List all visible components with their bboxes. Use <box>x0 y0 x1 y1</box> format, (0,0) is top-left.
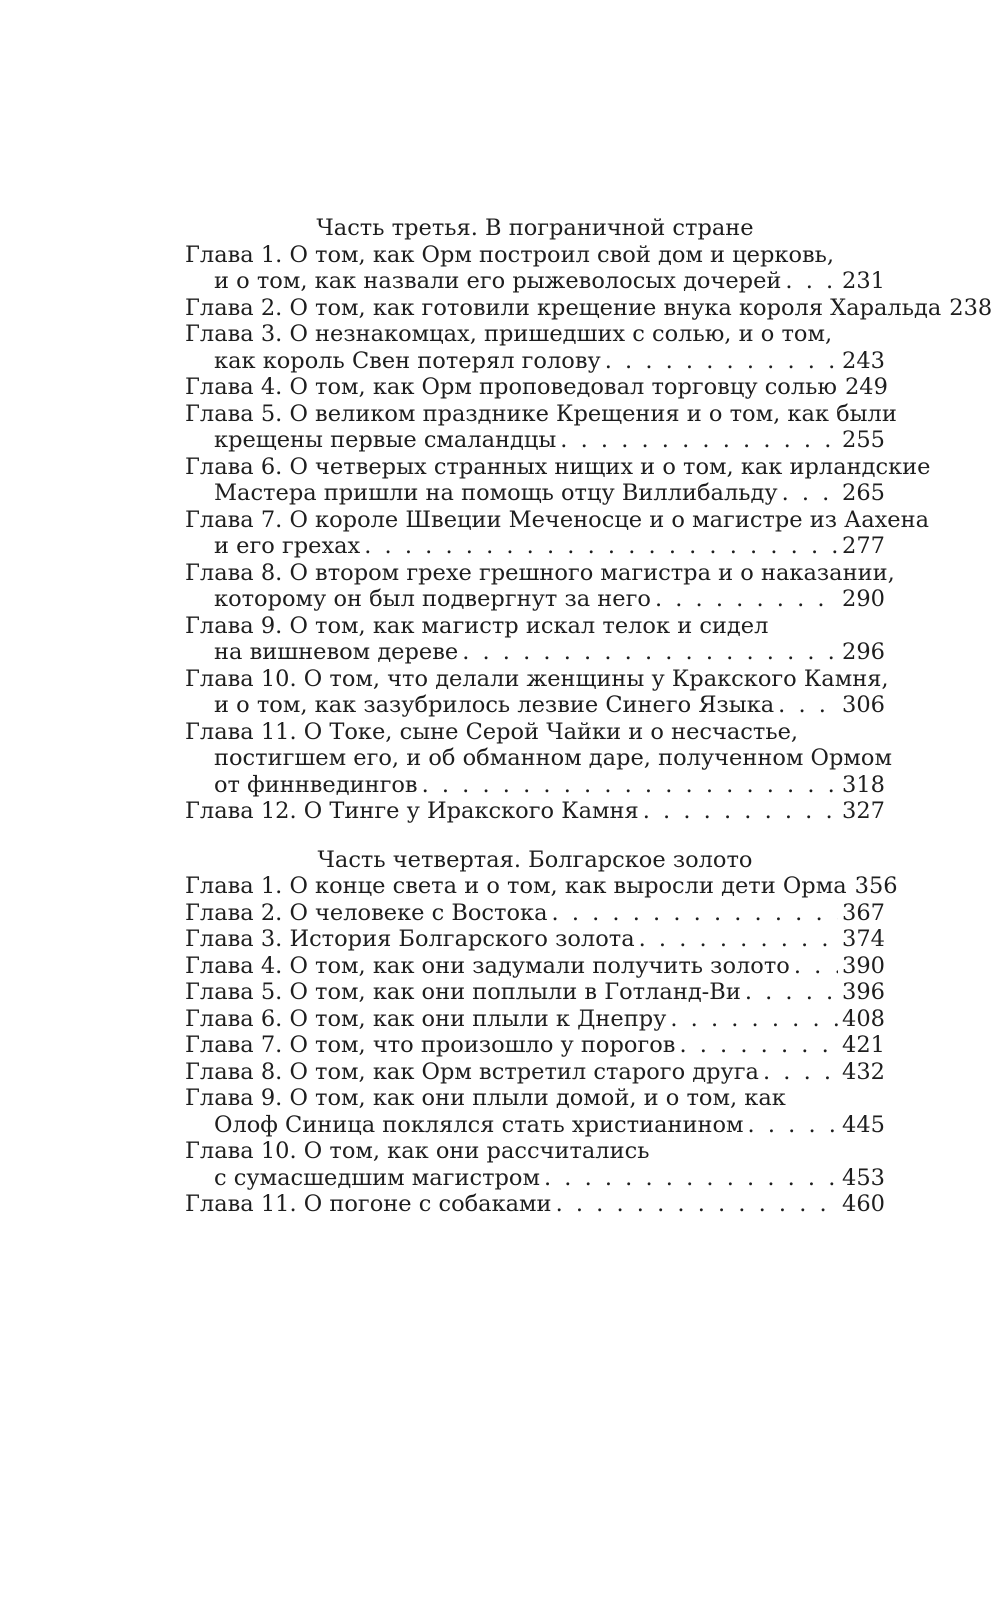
dot-leader <box>655 586 838 613</box>
dot-leader <box>670 1006 838 1033</box>
chapter-heading-continued: на вишневом дереве <box>214 639 459 665</box>
toc-entry <box>185 900 885 927</box>
chapter-heading: Глава 11. О Токе, сыне Серой Чайки и о несчастье, <box>185 718 799 745</box>
dot-leader <box>785 268 838 295</box>
chapter-heading-continued: и его грехах <box>214 533 361 559</box>
chapter-last-line <box>185 586 885 613</box>
toc-entry <box>185 506 930 560</box>
chapter-heading: Глава 11. О погоне с собаками <box>185 1191 552 1217</box>
chapter-last-line <box>185 533 885 560</box>
chapter-heading-continued: и о том, как назвали его рыжеволосых дочерей <box>214 268 782 294</box>
page-number: 390 <box>842 952 885 979</box>
chapter-heading: Глава 9. О том, как магистр искал телок и сидел <box>185 612 769 639</box>
chapter-line <box>185 374 888 401</box>
page-number: 290 <box>842 586 885 612</box>
chapter-line <box>185 926 885 953</box>
chapter-line <box>185 900 885 927</box>
page-number: 356 <box>854 873 898 899</box>
chapter-line <box>185 1032 885 1059</box>
chapter-last-line <box>185 348 885 375</box>
dot-leader <box>679 1032 838 1059</box>
page-number: 277 <box>842 533 885 559</box>
dot-leader <box>639 926 838 953</box>
page-number: 396 <box>842 979 885 1005</box>
chapter-heading: Глава 4. О том, как они задумали получить золото <box>185 952 790 979</box>
page-number: 249 <box>844 374 888 400</box>
chapter-heading: Глава 3. История Болгарского золота <box>185 926 635 952</box>
toc-entry <box>185 1006 885 1033</box>
chapter-heading: Глава 7. О том, что произошло у порогов <box>185 1032 676 1058</box>
toc-entry <box>185 1138 885 1191</box>
toc-entry <box>185 294 993 322</box>
chapter-last-line <box>185 692 885 719</box>
page-number: 318 <box>842 771 885 798</box>
chapter-heading: Глава 1. О конце света и о том, как выросли дети Орма <box>185 873 847 899</box>
page-number: 374 <box>842 926 885 952</box>
page-number: 265 <box>842 480 885 506</box>
dot-leader <box>422 772 838 799</box>
dot-leader <box>745 979 838 1006</box>
page-number: 238 <box>949 294 993 321</box>
chapter-heading-continued: Мастера пришли на помощь отцу Виллибальду <box>214 480 778 506</box>
dot-leader <box>763 1059 838 1086</box>
chapter-heading: Глава 5. О том, как они поплыли в Готланд-Ви <box>185 979 741 1005</box>
chapter-heading-continued: которому он был подвергнут за него <box>214 586 651 612</box>
page-number: 296 <box>842 639 885 665</box>
dot-leader <box>605 348 838 375</box>
toc-entry <box>185 979 885 1006</box>
toc-entry <box>185 453 931 507</box>
chapter-heading-continued: Олоф Синица поклялся стать христианином <box>214 1111 744 1138</box>
page-number: 255 <box>842 427 885 453</box>
page-number: 445 <box>842 1111 885 1138</box>
dot-leader <box>560 427 838 454</box>
part-4-chapter-list <box>185 873 898 1218</box>
page-number: 243 <box>842 347 885 374</box>
chapter-line <box>185 1006 885 1033</box>
toc-entry <box>185 321 885 374</box>
toc-entry <box>185 798 885 825</box>
dot-leader <box>794 953 838 980</box>
part-3-chapter-list <box>185 241 993 825</box>
toc-entry <box>185 953 885 980</box>
chapter-heading: Глава 12. О Тинге у Иракского Камня <box>185 798 639 824</box>
toc-entry <box>185 559 895 613</box>
dot-leader <box>778 692 838 719</box>
page-number: 460 <box>842 1191 885 1217</box>
dot-leader <box>544 1165 838 1192</box>
dot-leader <box>748 1112 839 1139</box>
chapter-heading-continued: от финнведингов <box>214 771 418 798</box>
chapter-line <box>185 1191 885 1218</box>
part-3-title: Часть третья. В пограничной стране <box>316 215 754 241</box>
chapter-line <box>185 1059 885 1086</box>
page-number: 231 <box>842 268 885 294</box>
chapter-heading: Глава 10. О том, что делали женщины у Кракского Камня, <box>185 665 889 692</box>
chapter-line <box>185 294 993 322</box>
toc-entry <box>185 718 892 799</box>
chapter-heading: Глава 2. О человеке с Востока <box>185 899 548 926</box>
page-number: 306 <box>842 692 885 718</box>
chapter-last-line <box>185 772 885 799</box>
chapter-heading: Глава 5. О великом празднике Крещения и о том, как были <box>185 400 897 427</box>
chapter-heading: Глава 2. О том, как готовили крещение внука короля Харальда <box>185 294 942 321</box>
chapter-last-line <box>185 1112 885 1139</box>
toc-entry <box>185 1191 885 1218</box>
chapter-heading-continued: крещены первые смаландцы <box>214 427 557 453</box>
dot-leader <box>462 639 838 666</box>
chapter-last-line <box>185 268 885 295</box>
dot-leader <box>782 480 838 507</box>
chapter-heading: Глава 6. О четверых странных нищих и о том, как ирландские <box>185 453 931 480</box>
page-number: 421 <box>842 1032 885 1058</box>
chapter-heading: Глава 9. О том, как они плыли домой, и о том, как <box>185 1085 786 1111</box>
toc-entry <box>185 613 885 666</box>
table-of-contents <box>185 215 993 1218</box>
toc-entry <box>185 242 885 295</box>
dot-leader <box>364 533 838 560</box>
chapter-heading: Глава 8. О том, как Орм встретил старого друга <box>185 1058 759 1085</box>
chapter-heading-continued: как король Свен потерял голову <box>214 347 601 374</box>
page-number: 432 <box>842 1058 885 1085</box>
dot-leader <box>556 1191 838 1218</box>
chapter-last-line <box>185 639 885 666</box>
dot-leader <box>643 798 838 825</box>
toc-entry <box>185 873 898 900</box>
toc-entry <box>185 400 897 454</box>
chapter-heading-continued: и о том, как зазубрилось лезвие Синего Языка <box>214 692 775 718</box>
chapter-heading-continued: с сумасшедшим магистром <box>214 1164 540 1191</box>
toc-entry <box>185 1032 885 1059</box>
part-4-title: Часть четвертая. Болгарское золото <box>317 846 753 873</box>
chapter-heading: Глава 10. О том, как они рассчитались <box>185 1138 650 1164</box>
chapter-heading: Глава 3. О незнакомцах, пришедших с солью, и о том, <box>185 321 833 347</box>
chapter-heading: Глава 1. О том, как Орм построил свой дом и церковь, <box>185 241 835 268</box>
chapter-heading: Глава 8. О втором грехе грешного магистра и о наказании, <box>185 559 895 586</box>
toc-entry <box>185 1059 885 1086</box>
page-number: 327 <box>842 798 885 824</box>
chapter-line <box>185 873 898 900</box>
chapter-last-line <box>185 480 885 507</box>
page-number: 453 <box>842 1164 885 1191</box>
toc-entry <box>185 926 885 953</box>
dot-leader <box>552 900 839 927</box>
page-number: 408 <box>842 1005 885 1032</box>
chapter-line <box>185 798 885 825</box>
chapter-heading: Глава 7. О короле Швеции Меченосце и о магистре из Аахена <box>185 506 930 533</box>
chapter-heading: Глава 6. О том, как они плыли к Днепру <box>185 1005 667 1032</box>
chapter-line <box>185 953 885 980</box>
toc-entry <box>185 374 888 401</box>
chapter-last-line <box>185 1165 885 1192</box>
chapter-last-line <box>185 427 885 454</box>
chapter-heading: Глава 4. О том, как Орм проповедовал торговцу солью <box>185 374 837 400</box>
chapter-heading-continued: постигшем его, и об обманном даре, полученном Ормом <box>214 745 892 771</box>
toc-entry <box>185 665 889 719</box>
chapter-line <box>185 979 885 1006</box>
toc-entry <box>185 1085 885 1138</box>
page-number: 367 <box>842 899 885 926</box>
